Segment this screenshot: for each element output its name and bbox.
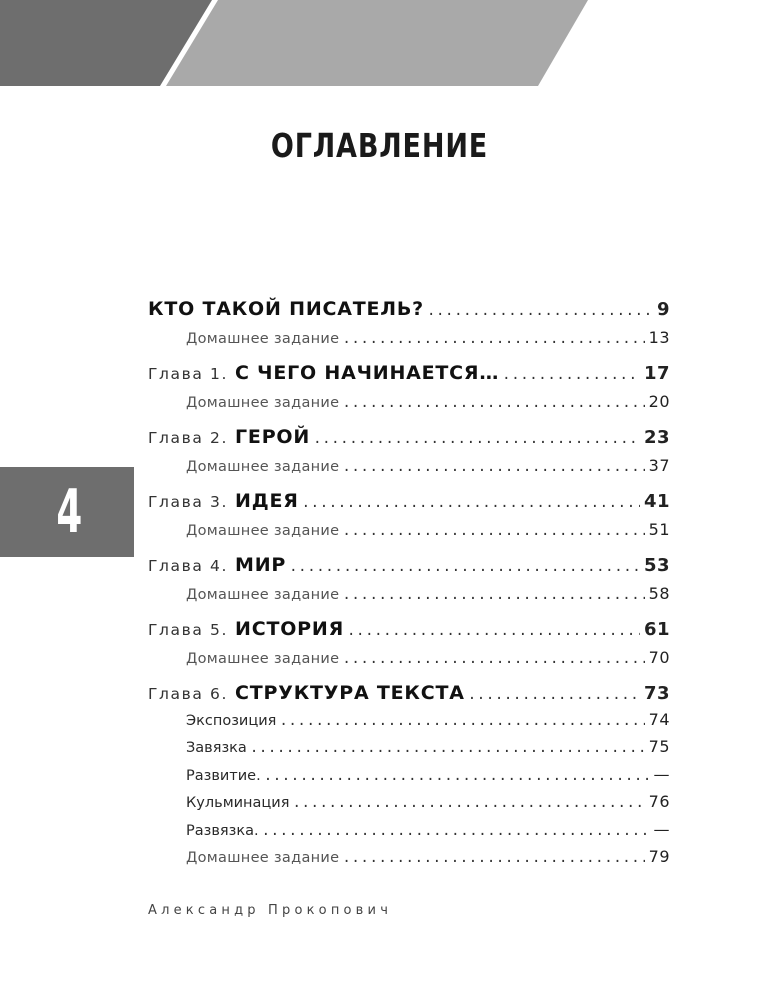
toc-entry-chapter-6[interactable] bbox=[148, 682, 670, 704]
toc-entry-title: С ЧЕГО НАЧИНАЕТСЯ… bbox=[235, 362, 500, 384]
dot-leader bbox=[342, 459, 644, 475]
toc-subentry-page: 79 bbox=[648, 847, 670, 866]
toc-subentry-label: Домашнее задание bbox=[186, 587, 340, 603]
toc-entry-page: 61 bbox=[643, 619, 670, 640]
toc-subentry-chapter-2-homework[interactable] bbox=[186, 456, 670, 475]
dot-leader bbox=[342, 331, 644, 347]
toc-subentry-intro-homework[interactable] bbox=[186, 328, 670, 347]
page-title: ОГЛАВЛЕНИЕ bbox=[270, 126, 489, 165]
toc-subentry-label: Кульминация bbox=[186, 795, 290, 811]
dot-leader bbox=[342, 850, 644, 866]
toc-subentry-label: Домашнее задание bbox=[186, 459, 340, 475]
toc-chapter-prefix: Глава 1. bbox=[148, 365, 229, 383]
dot-leader bbox=[342, 651, 644, 667]
author-name: Александр Прокопович bbox=[148, 903, 393, 918]
dot-leader bbox=[279, 713, 644, 729]
toc-subentry-page: — bbox=[653, 765, 670, 784]
toc-entry-page: 9 bbox=[656, 299, 670, 320]
toc-chapter-prefix: Глава 4. bbox=[148, 557, 229, 575]
toc-entry-intro[interactable] bbox=[148, 298, 670, 320]
toc-subentry-page: 37 bbox=[648, 456, 670, 475]
toc-subentry-page: 13 bbox=[648, 328, 670, 347]
toc-entry-page: 73 bbox=[643, 683, 670, 704]
dot-leader bbox=[342, 395, 644, 411]
dot-leader bbox=[468, 687, 640, 703]
toc-entry-page: 41 bbox=[643, 491, 670, 512]
toc-entry-title: МИР bbox=[235, 554, 287, 576]
toc-subentry-page: 74 bbox=[648, 710, 670, 729]
dot-leader bbox=[262, 823, 650, 839]
toc-subentry-label: Домашнее задание bbox=[186, 523, 340, 539]
toc-subentry-label: Развязка. bbox=[186, 823, 259, 839]
toc-entry-page: 23 bbox=[643, 427, 670, 448]
dot-leader bbox=[302, 495, 640, 511]
toc-entry-chapter-3[interactable] bbox=[148, 490, 670, 512]
toc-entry-title: СТРУКТУРА ТЕКСТА bbox=[235, 682, 465, 704]
toc-subentry-label: Домашнее задание bbox=[186, 850, 340, 866]
toc-subentry-page: 70 bbox=[648, 648, 670, 667]
toc-entry-chapter-4[interactable] bbox=[148, 554, 670, 576]
toc-subentry-page: 76 bbox=[648, 792, 670, 811]
toc-subentry-label: Домашнее задание bbox=[186, 651, 340, 667]
toc-entry-title: ИДЕЯ bbox=[235, 490, 299, 512]
toc-subentry-page: 58 bbox=[648, 584, 670, 603]
toc-subentry-page: 51 bbox=[648, 520, 670, 539]
toc-entry-page: 53 bbox=[643, 555, 670, 576]
toc-chapter-prefix: Глава 2. bbox=[148, 429, 229, 447]
page-number: 4 bbox=[56, 477, 83, 547]
toc-entry-page: 17 bbox=[643, 363, 670, 384]
toc-entry-title: ИСТОРИЯ bbox=[235, 618, 345, 640]
toc-subentry-climax[interactable] bbox=[186, 792, 670, 811]
toc-subentry-label: Домашнее задание bbox=[186, 331, 340, 347]
toc-chapter-prefix: Глава 3. bbox=[148, 493, 229, 511]
dot-leader bbox=[313, 431, 640, 447]
toc-subentry-resolution[interactable] bbox=[186, 820, 670, 839]
toc-entry-title: ГЕРОЙ bbox=[235, 426, 311, 448]
dot-leader bbox=[342, 587, 644, 603]
dot-leader bbox=[502, 367, 640, 383]
toc-subentry-chapter-1-homework[interactable] bbox=[186, 392, 670, 411]
toc-subentry-plot-start[interactable] bbox=[186, 737, 670, 756]
toc-subentry-chapter-4-homework[interactable] bbox=[186, 584, 670, 603]
toc-subentry-chapter-6-homework[interactable] bbox=[186, 847, 670, 866]
toc-subentry-page: 75 bbox=[648, 737, 670, 756]
toc-entry-chapter-1[interactable] bbox=[148, 362, 670, 384]
toc-entry-chapter-5[interactable] bbox=[148, 618, 670, 640]
toc-subentry-page: — bbox=[653, 820, 670, 839]
toc-chapter-prefix: Глава 5. bbox=[148, 621, 229, 639]
dot-leader bbox=[250, 740, 645, 756]
toc-subentry-label: Развитие. bbox=[186, 768, 261, 784]
dot-leader bbox=[289, 559, 640, 575]
toc-chapter-prefix: Глава 6. bbox=[148, 685, 229, 703]
toc-subentry-exposition[interactable] bbox=[186, 710, 670, 729]
toc-entry-title: КТО ТАКОЙ ПИСАТЕЛЬ? bbox=[148, 298, 424, 320]
toc-subentry-label: Экспозиция bbox=[186, 713, 277, 729]
toc-subentry-label: Домашнее задание bbox=[186, 395, 340, 411]
toc-subentry-label: Завязка bbox=[186, 740, 247, 756]
toc-subentry-development[interactable] bbox=[186, 765, 670, 784]
toc-subentry-chapter-3-homework[interactable] bbox=[186, 520, 670, 539]
dot-leader bbox=[264, 768, 650, 784]
toc-entry-chapter-2[interactable] bbox=[148, 426, 670, 448]
dot-leader bbox=[427, 303, 653, 319]
dot-leader bbox=[292, 795, 644, 811]
toc-subentry-page: 20 bbox=[648, 392, 670, 411]
toc-subentry-chapter-5-homework[interactable] bbox=[186, 648, 670, 667]
dot-leader bbox=[342, 523, 644, 539]
dot-leader bbox=[347, 623, 640, 639]
